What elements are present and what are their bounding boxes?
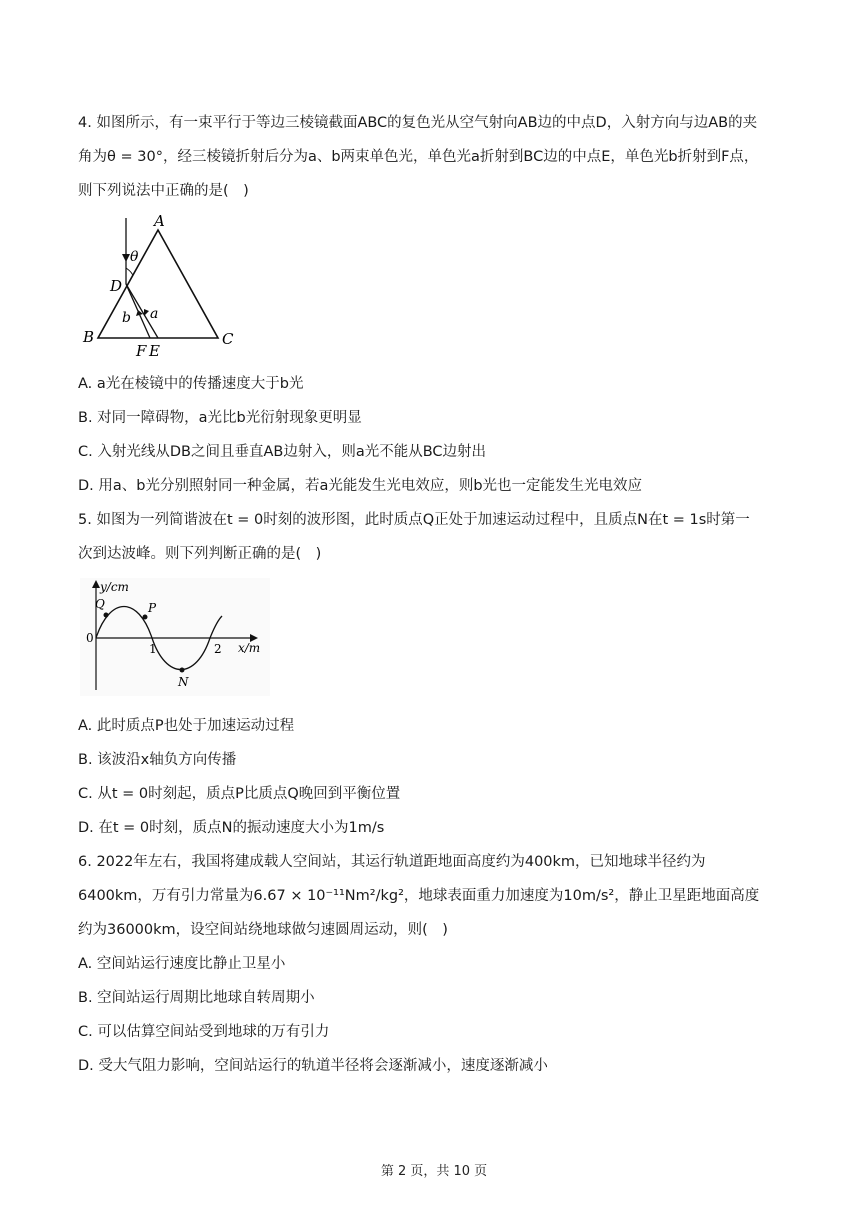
q6-option-d: D. 受大气阻力影响，空间站运行的轨道半径将会逐渐减小，速度逐渐减小 xyxy=(78,1058,548,1074)
q4-option-d: D. 用a、b光分别照射同一种金属，若a光能发生光电效应，则b光也一定能发生光电效应 xyxy=(78,478,643,494)
q4-option-c: C. 入射光线从DB之间且垂直AB边射入，则a光不能从BC边射出 xyxy=(78,444,487,460)
q6-option-c: C. 可以估算空间站受到地球的万有引力 xyxy=(78,1024,330,1040)
label-f-point: F xyxy=(136,342,147,360)
q6-option-b: B. 空间站运行周期比地球自转周期小 xyxy=(78,990,315,1006)
q4-option-a: A. a光在棱镜中的传播速度大于b光 xyxy=(78,376,304,392)
x-axis-label: x/m xyxy=(238,641,261,655)
wave-figure xyxy=(80,578,270,696)
label-c-vertex: C xyxy=(222,330,234,348)
q5-stem-line-1: 5. 如图为一列简谐波在t = 0时刻的波形图，此时质点Q正处于加速运动过程中，且质点N在t = 1s时第一 xyxy=(78,512,750,528)
point-n xyxy=(180,668,185,673)
point-p xyxy=(143,615,148,620)
label-e-point: E xyxy=(149,342,160,360)
x-tick-2: 2 xyxy=(214,642,222,656)
label-d-point: D xyxy=(110,277,123,295)
q6-stem-line-3: 约为36000km，设空间站绕地球做匀速圆周运动，则( ) xyxy=(78,922,448,938)
origin-label: 0 xyxy=(86,631,94,645)
q5-option-c: C. 从t = 0时刻起，质点P比质点Q晚回到平衡位置 xyxy=(78,786,401,802)
label-p: P xyxy=(148,601,157,615)
q5-stem-line-2: 次到达波峰。则下列判断正确的是( ) xyxy=(78,546,322,562)
label-ray-b: b xyxy=(122,310,131,326)
y-axis-label: y/cm xyxy=(100,580,129,594)
prism-figure xyxy=(78,210,248,360)
label-theta: θ xyxy=(130,249,139,265)
q6-stem-line-2: 6400km，万有引力常量为6.67 × 10⁻¹¹Nm²/kg²，地球表面重力加速度为10m/s²，静止卫星距地面高度 xyxy=(78,888,760,904)
q4-stem-line-1: 4. 如图所示，有一束平行于等边三棱镜截面ABC的复色光从空气射向AB边的中点D，入射方向与边AB的夹 xyxy=(78,115,758,131)
q5-option-b: B. 该波沿x轴负方向传播 xyxy=(78,752,237,768)
incident-arrow xyxy=(122,254,130,262)
theta-arc xyxy=(126,268,133,276)
q5-option-d: D. 在t = 0时刻，质点N的振动速度大小为1m/s xyxy=(78,820,385,836)
wave-figure-bg xyxy=(80,578,270,696)
q4-option-b: B. 对同一障碍物，a光比b光衍射现象更明显 xyxy=(78,410,362,426)
label-n: N xyxy=(178,675,189,689)
q6-option-a: A. 空间站运行速度比静止卫星小 xyxy=(78,956,286,972)
label-a-vertex: A xyxy=(154,212,165,230)
point-q xyxy=(104,613,109,618)
q4-stem-line-2: 角为θ = 30°，经三棱镜折射后分为a、b两束单色光，单色光a折射到BC边的中点E，单色光b折射到F点， xyxy=(78,149,759,165)
x-tick-1: 1 xyxy=(149,642,157,656)
q5-option-a: A. 此时质点P也处于加速运动过程 xyxy=(78,718,295,734)
q6-stem-line-1: 6. 2022年左右，我国将建成载人空间站，其运行轨道距地面高度约为400km，已知地球半径约为 xyxy=(78,854,706,870)
ray-a-arrow xyxy=(144,309,149,316)
q4-stem-line-3: 则下列说法中正确的是( ) xyxy=(78,183,249,199)
page-footer: 第 2 页，共 10 页 xyxy=(380,1164,488,1179)
label-b-vertex: B xyxy=(83,328,95,346)
label-q: Q xyxy=(95,597,105,611)
label-ray-a: a xyxy=(150,306,159,322)
